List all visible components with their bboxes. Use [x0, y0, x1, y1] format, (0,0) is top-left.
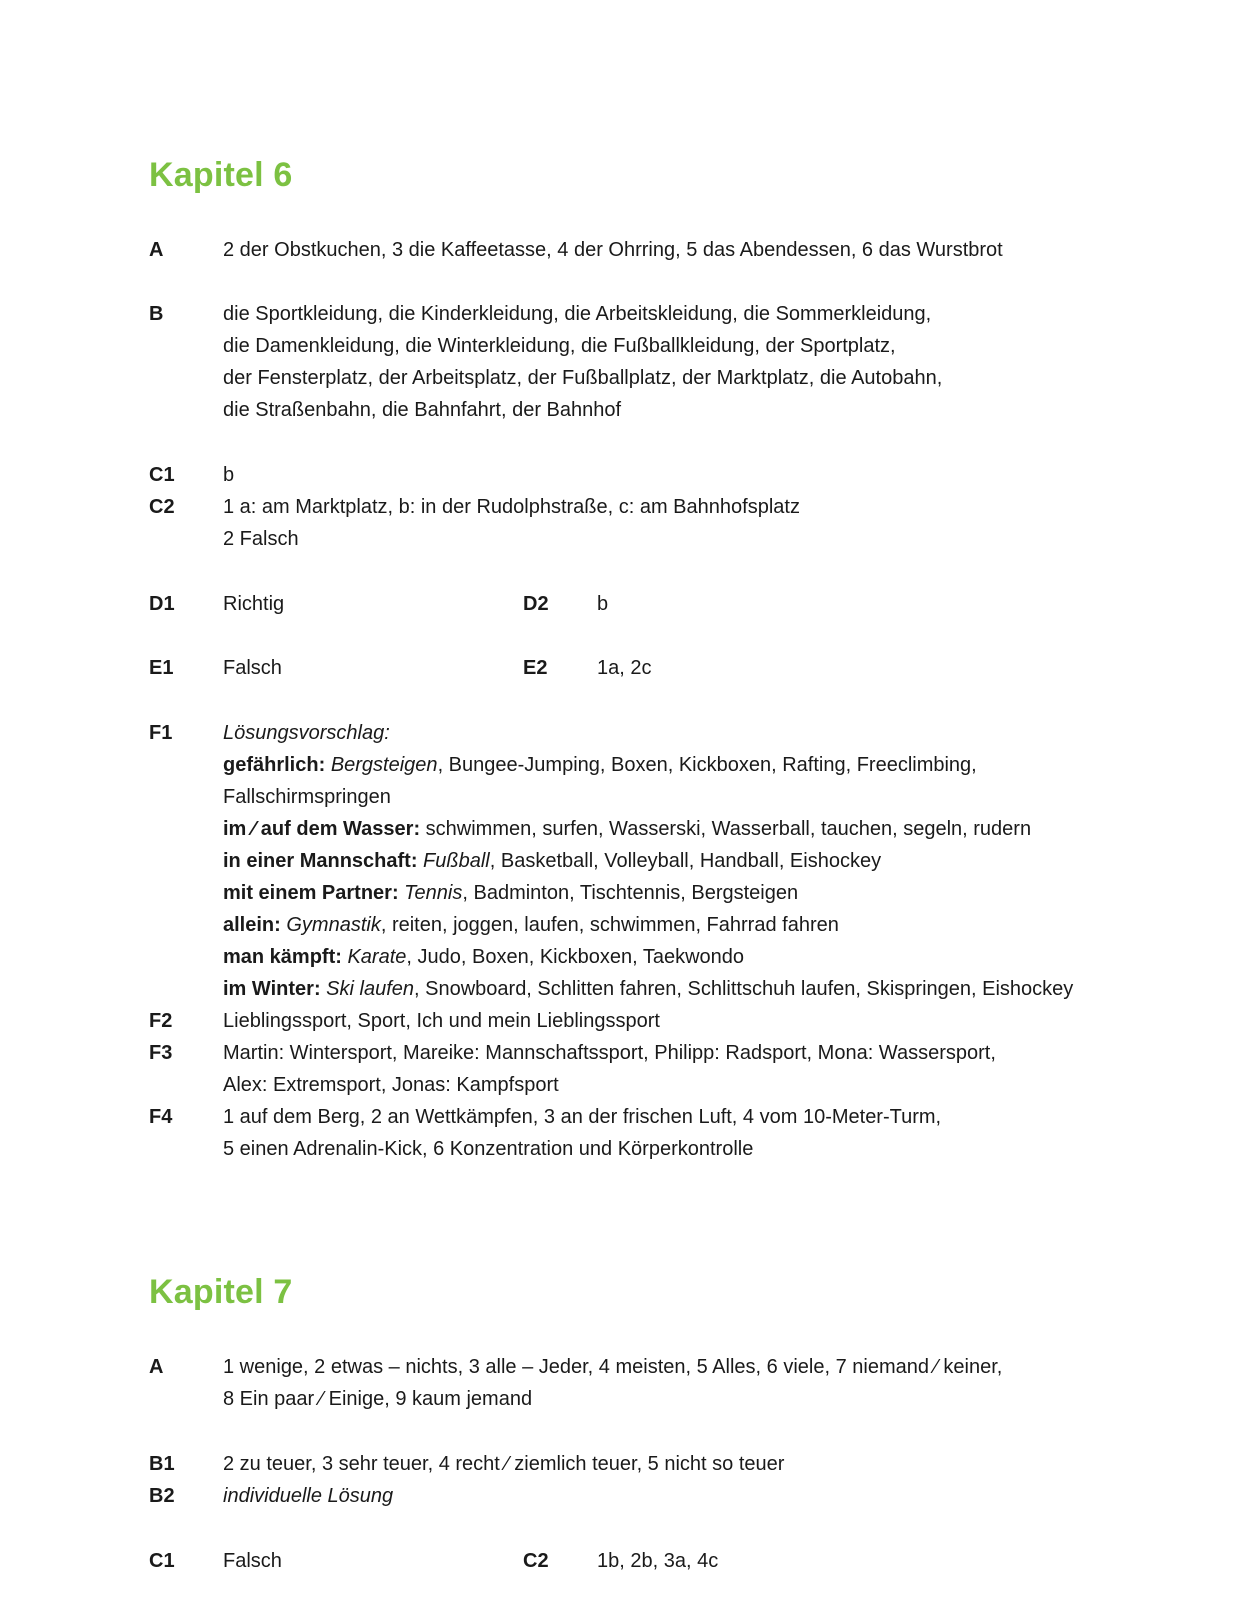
k6-f1-group: man kämpft: Karate, Judo, Boxen, Kickboxen, Taekwondo [223, 946, 745, 968]
k6-f2-line: Lieblingssport, Sport, Ich und mein Lieblingssport [223, 1010, 660, 1032]
k6-e1-answer: Falsch [223, 657, 282, 679]
k6-f4-answer [223, 1101, 941, 1165]
k6-f1-intro: Lösungsvorschlag: [223, 722, 390, 744]
k6-c1-answer [223, 459, 234, 491]
k6-f1-group-cont: Fallschirmspringen [223, 786, 391, 808]
k6-c1-label: C1 [149, 464, 175, 486]
k7-a-label: A [149, 1356, 164, 1378]
k6-f4-line: 1 auf dem Berg, 2 an Wettkämpfen, 3 an der frischen Luft, 4 vom 10-Meter-Turm, [223, 1106, 942, 1128]
k6-f3-answer [223, 1037, 996, 1101]
k7-b2-answer [223, 1480, 393, 1512]
k6-a-answer [223, 234, 1003, 266]
k6-b-line: der Fensterplatz, der Arbeitsplatz, der Fußballplatz, der Marktplatz, die Autobahn, [223, 367, 943, 389]
k7-b1-line: 2 zu teuer, 3 sehr teuer, 4 recht ⁄ ziemlich teuer, 5 nicht so teuer [223, 1453, 785, 1475]
k6-c1-line: b [223, 464, 235, 486]
k7-c2-answer: 1b, 2b, 3a, 4c [597, 1550, 719, 1572]
k7-c1-answer: Falsch [223, 1550, 282, 1572]
k6-f2-label: F2 [149, 1010, 173, 1032]
k6-f1-group: allein: Gymnastik, reiten, joggen, laufen, schwimmen, Fahrrad fahren [223, 914, 839, 936]
k7-c1-label: C1 [149, 1550, 175, 1572]
k6-e1-label: E1 [149, 657, 174, 679]
k6-f1-answer [223, 717, 1073, 1005]
k6-f1-group: gefährlich: Bergsteigen, Bungee-Jumping, Boxen, Kickboxen, Rafting, Freeclimbing, [223, 754, 977, 776]
k6-b-label: B [149, 303, 164, 325]
k6-f1-group: in einer Mannschaft: Fußball, Basketball, Volleyball, Handball, Eishockey [223, 850, 882, 872]
chapter-6-title: Kapitel 6 [149, 156, 293, 194]
k6-d2-label: D2 [523, 593, 549, 615]
k6-c2-line: 1 a: am Marktplatz, b: in der Rudolphstraße, c: am Bahnhofsplatz [223, 496, 800, 518]
k6-c2-answer [223, 491, 800, 555]
k6-b-line: die Straßenbahn, die Bahnfahrt, der Bahnhof [223, 399, 622, 421]
k7-c2-label: C2 [523, 1550, 549, 1572]
k6-b-line: die Damenkleidung, die Winterkleidung, die Fußballkleidung, der Sportplatz, [223, 335, 896, 357]
k6-f1-label: F1 [149, 722, 173, 744]
k6-d1-label: D1 [149, 593, 175, 615]
k6-a-label: A [149, 239, 164, 261]
k6-b-line: die Sportkleidung, die Kinderkleidung, die Arbeitskleidung, die Sommerkleidung, [223, 303, 932, 325]
k6-f1-group: im Winter: Ski laufen, Snowboard, Schlitten fahren, Schlittschuh laufen, Skispringen, Eishockey [223, 978, 1074, 1000]
k7-b1-answer [223, 1448, 784, 1480]
k7-b2-label: B2 [149, 1485, 175, 1507]
k6-f1-group: mit einem Partner: Tennis, Badminton, Tischtennis, Bergsteigen [223, 882, 799, 904]
k6-f3-line: Martin: Wintersport, Mareike: Mannschaftssport, Philipp: Radsport, Mona: Wassersport, [223, 1042, 996, 1064]
k7-b1-label: B1 [149, 1453, 175, 1475]
chapter-7-title: Kapitel 7 [149, 1273, 293, 1311]
k7-a-answer [223, 1351, 1002, 1415]
k6-a-line: 2 der Obstkuchen, 3 die Kaffeetasse, 4 der Ohrring, 5 das Abendessen, 6 das Wurstbrot [223, 239, 1003, 261]
k6-d1-answer: Richtig [223, 593, 285, 615]
k6-f4-label: F4 [149, 1106, 173, 1128]
k6-f4-line: 5 einen Adrenalin-Kick, 6 Konzentration und Körperkontrolle [223, 1138, 754, 1160]
k7-a-line: 1 wenige, 2 etwas – nichts, 3 alle – Jeder, 4 meisten, 5 Alles, 6 viele, 7 niemand ⁄ keiner, [223, 1356, 1003, 1378]
k6-f2-answer [223, 1005, 660, 1037]
k6-e2-answer: 1a, 2c [597, 657, 652, 679]
k6-d2-answer: b [597, 593, 609, 615]
k6-f3-line: Alex: Extremsport, Jonas: Kampfsport [223, 1074, 559, 1096]
k6-f1-group: im ⁄ auf dem Wasser: schwimmen, surfen, Wasserski, Wasserball, tauchen, segeln, rudern [223, 818, 1032, 840]
k6-c2-label: C2 [149, 496, 175, 518]
k7-b2-line: individuelle Lösung [223, 1485, 394, 1507]
k6-f3-label: F3 [149, 1042, 173, 1064]
k6-e2-label: E2 [523, 657, 548, 679]
k6-c2-line: 2 Falsch [223, 528, 299, 550]
k7-a-line: 8 Ein paar ⁄ Einige, 9 kaum jemand [223, 1388, 533, 1410]
k6-b-answer [223, 298, 942, 426]
